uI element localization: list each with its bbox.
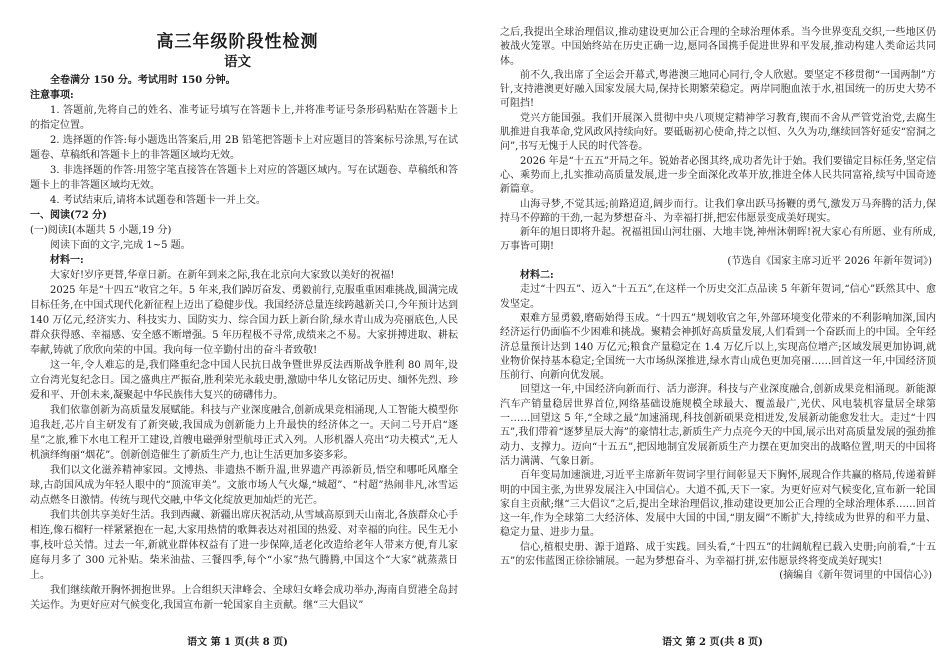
notice-heading: 注意事项: (30, 90, 74, 101)
material-1-paragraph: 前不久,我出席了全运会开幕式,粤港澳三地同心同行,令人欣慰。要坚定不移贯彻“一国两制”方针,支持港澳更好融入国家发展大局,保持长期繁荣稳定。两岸同胞血浓于水,祖国统一的历史大势不可阻挡! (500, 69, 936, 110)
material-1-paragraph: 我们继续敞开胸怀拥抱世界。上合组织天津峰会、全球妇女峰会成功举办,海南自贸港全岛封关运作。为更好应对气候变化,我国宣布新一轮国家自主贡献。继“三大倡议” (30, 585, 458, 611)
notice-item: 4. 考试结束后,请将本试题卷和答题卡一并上交。 (50, 195, 266, 206)
material-2-paragraph: 百年变局加速演进,习近平主席新年贺词字里行间彰显天下胸怀,展现合作共赢的格局,传递着鲜明的中国主张,为世界发展注入中国信心。大道不孤,天下一家。为更好应对气候变化,宣布新一轮国家自主贡献;继“三大倡议”之后,提出全球治理倡议,推动建设更加公正合理的全球治理体系……回首这一年,作为全球第二大经济体、发展中大国的中国,“朋友圈”不断扩大,持续成为世界的和平力量、稳定力量、进步力量。 (500, 470, 936, 539)
material-1-continuation: 之后,我提出全球治理倡议,推动建设更加公正合理的全球治理体系。当今世界变乱交织,一些地区仍被战火笼罩。中国始终站在历史正确一边,愿同各国携手促进世界和平发展,推动构建人类命运共同体。 (500, 27, 936, 67)
page-footer: 语文 第 1 页(共 8 页) (187, 637, 288, 648)
material-1-paragraph: 我们共创共享美好生活。我到西藏、新疆出席庆祝活动,从雪域高原到天山南北,各族群众心手相连,像石榴籽一样紧紧抱在一起,大家用热情的歌舞表达对祖国的热爱、对幸福的向往。民生无小事,枝叶总关情。过去一年,新就业群体权益有了进一步保障,适老化改造给老年人带来方便,育儿家庭每月多了 300 元补贴。柴米油盐、三餐四季,每个“小家”热气腾腾,中国这个“大家”就蒸蒸日上。 (30, 510, 458, 581)
page-2-body (500, 26, 936, 630)
page-1-body (30, 73, 458, 633)
exam-title: 高三年级阶段性检测 (156, 32, 319, 52)
material-1-paragraph: 党兴方能国强。我们开展深入贯彻中央八项规定精神学习教育,锲而不舍从严管党治党,去腐生肌推进自我革命,党风政风持续向好。要砥砺初心使命,持之以恒、久久为功,继续回答好延安“窑洞之问”,书写无愧于人民的时代答卷。 (500, 112, 936, 153)
material-1-paragraph: 大家好!岁序更替,华章日新。在新年到来之际,我在北京向大家致以美好的祝福! (50, 270, 395, 281)
material-1-paragraph: 山海寻梦,不觉其远;前路迢迢,阔步而行。让我们拿出跃马扬鞭的勇气,激发万马奔腾的活力,保持马不停蹄的干劲,一起为梦想奋斗、为幸福打拼,把宏伟愿景变成美好现实。 (500, 198, 936, 224)
score-info: 全卷满分 150 分。考试用时 150 分钟。 (50, 75, 236, 86)
material-2-paragraph: 艰难方显勇毅,磨砺始得玉成。“十四五”规划收官之年,外部环境变化带来的不利影响加深,国内经济运行仍面临不少困难和挑战。聚精会神抓好高质量发展,人们看到一个奋跃而上的中国。全年经济总量预计达到 140 万亿元;粮食产量稳定在 1.4 万亿斤以上,实现高位增产;区域发展更加协调,就业物价保持基本稳定;全国统一大市场纵深推进,绿水青山成色更加亮丽……回首这一年,中国经济顶压前行、向新向优发展。 (500, 312, 936, 382)
subsection-heading: (一)阅读Ⅰ(本题共 5 小题,19 分) (30, 225, 172, 236)
reading-instruction: 阅读下面的文字,完成 1~5 题。 (50, 240, 191, 251)
exam-page-2 (475, 0, 950, 659)
material-2-paragraph: 信心,植根史册、源于道路、成于实践。回头看,“十四五”的壮阔航程已载入史册;向前看,“十五五”的宏伟蓝图正徐徐铺展。一起为梦想奋斗、为幸福打拼,宏伟愿景终将变成美好现实! (500, 541, 936, 567)
material-1-paragraph: 我们以文化滋养精神家园。文博热、非遗热不断升温,世界遗产再添新员,悟空和哪吒风靡全球,古韵国风成为年轻人眼中的“顶流审美”。文旅市场人气火爆,“城超”、“村超”热闹非凡,冰雪运动点燃冬日激情。传统与现代交融,中华文化绽放更加灿烂的光芒。 (30, 465, 458, 506)
material-2-paragraph: 走过“十四五”、迈入“十五五”,在这样一个历史交汇点品读 5 年新年贺词,“信心”跃然其中、愈发坚定。 (500, 284, 936, 310)
material-2-paragraph: 回望这一年,中国经济向新而行、活力澎湃。科技与产业深度融合,创新成果竞相涌现。新能源汽车产销量稳居世界首位,网络基础设施规模全球最大、覆盖最广,光伏、风电装机容量居全球第一……回望这 5 年,“全球之最”加速涌现,科技创新硕果竞相迸发,发展新动能愈发壮大。走过“十四五”,我们带着“逐梦星辰大海”的豪情壮志,新质生产力点亮今天的中国,展示出对高质量发展的强劲推动力、支撑力。迈向“十五五”,把因地制宜发展新质生产力摆在更加突出的战略位置,明天的中国将活力满满、气象日新。 (500, 384, 936, 467)
material-1-source: (节选自《国家主席习近平 2026 年新年贺词》) (727, 255, 932, 267)
exam-subject: 语文 (224, 54, 251, 70)
notice-item: 3. 非选择题的作答:用签字笔直接答在答题卡上对应的答题区域内。写在试题卷、草稿纸和答题卡上的非答题区域均无效。 (30, 165, 458, 191)
notice-item: 1. 答题前,先将自己的姓名、准考证号填写在答题卡上,并将准考证号条形码粘贴在答题卡上的指定位置。 (30, 105, 458, 131)
section-heading: 一、阅读(72 分) (30, 210, 107, 221)
material-1-paragraph: 这一年,令人难忘的是,我们隆重纪念中国人民抗日战争暨世界反法西斯战争胜利 80 周年,设立台湾光复纪念日。国之盛典庄严振奋,胜利荣光永载史册,激励中华儿女铭记历史、缅怀先烈、珍爱和平、开创未来,凝聚起中华民族伟大复兴的磅礴伟力。 (30, 360, 458, 401)
material-1-paragraph: 我们依靠创新为高质量发展赋能。科技与产业深度融合,创新成果竞相涌现,人工智能大模型你追我赶,芯片自主研发有了新突破,我国成为创新能力上升最快的经济体之一。天问二号开启“逐星”之旅,雅下水电工程开工建设,首艘电磁弹射型航母正式入列。人形机器人亮出“功夫模式”,无人机演绎绚丽“烟花”。创新创造催生了新质生产力,也让生活更加多姿多彩。 (30, 405, 458, 461)
material-2-label: 材料二: (520, 270, 554, 282)
page-footer: 语文 第 2 页(共 8 页) (662, 637, 763, 648)
material-2-source: (摘编自《新年贺词里的中国信心》) (779, 570, 932, 582)
material-1-paragraph: 2025 年是“十四五”收官之年。5 年来,我们踔厉奋发、勇毅前行,克服重重困难挑战,圆满完成目标任务,在中国式现代化新征程上迈出了稳健步伐。我国经济总量连续跨越新关口,今年预计达到 140 万亿元,经济实力、科技实力、国防实力、综合国力跃上新台阶,绿水青山成为亮丽底色,人民群众获得感、幸福感、安全感不断增强。5 年历程极不寻常,成绩来之不易。大家拼搏进取、耕耘奉献,铸就了欣欣向荣的中国。我向每一位辛勤付出的奋斗者致敬! (30, 285, 458, 356)
material-1-paragraph: 新年的旭日即将升起。祝福祖国山河壮丽、大地丰饶,神州沐朝晖!祝大家心有所愿、业有所成,万事皆可期! (500, 227, 936, 253)
notice-item: 2. 选择题的作答:每小题选出答案后,用 2B 铅笔把答题卡上对应题目的答案标号涂黑,写在试题卷、草稿纸和答题卡上的非答题区域均无效。 (30, 135, 458, 161)
material-1-label: 材料一: (50, 255, 84, 266)
material-1-paragraph: 2026 年是“十五五”开局之年。锐始者必图其终,成功者先计于始。我们要锚定目标任务,坚定信心、乘势而上,扎实推动高质量发展,进一步全面深化改革开放,推进全体人民共同富裕,续写中国奇迹新篇章。 (500, 155, 936, 196)
